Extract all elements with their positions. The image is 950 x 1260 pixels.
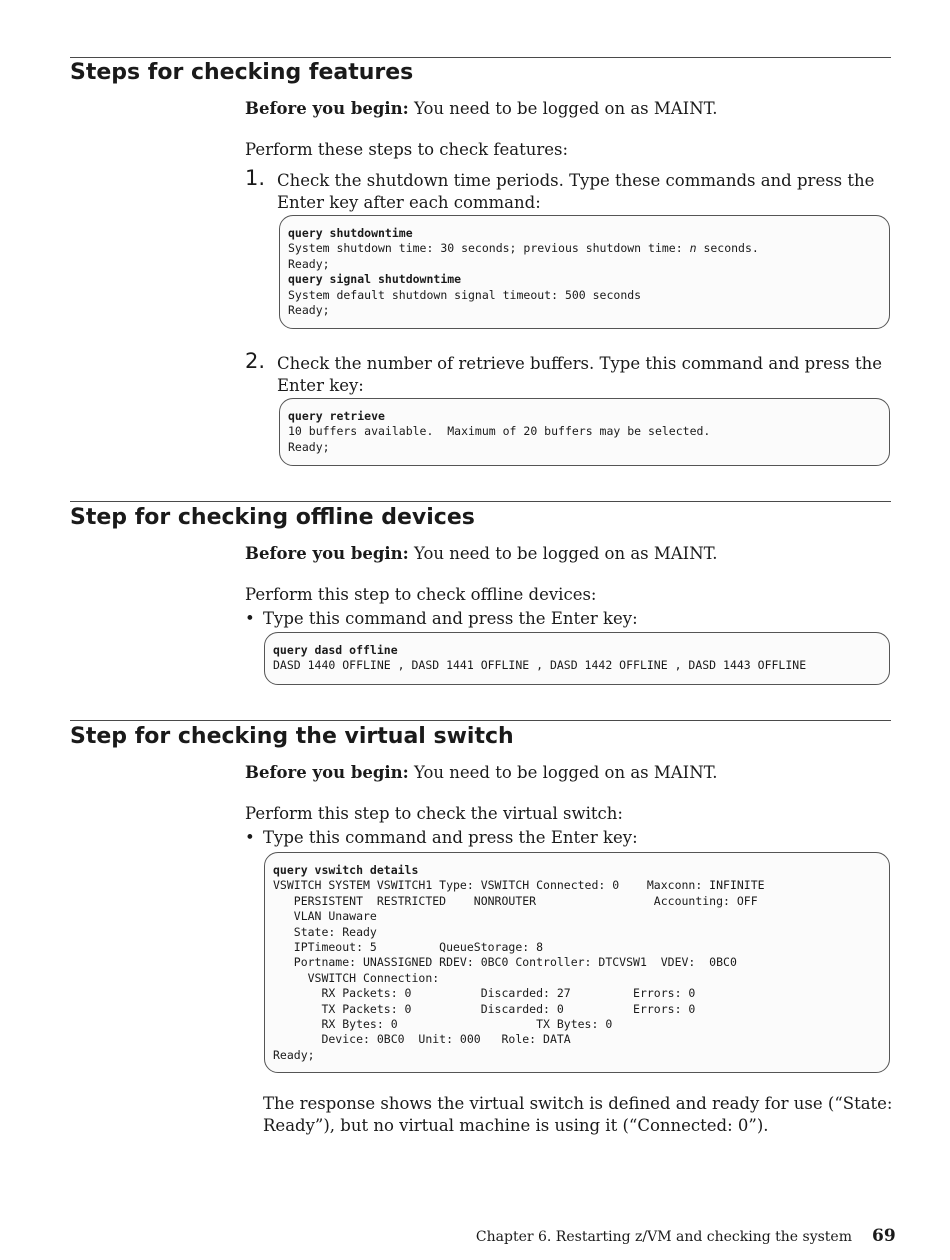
code-output: VLAN Unaware: [273, 909, 377, 924]
code-variable: n: [689, 241, 697, 256]
before-text: You need to be logged on as MAINT.: [408, 763, 718, 782]
intro-text: Perform this step to check the virtual switch:: [245, 804, 623, 823]
code-output: VSWITCH Connection:: [273, 970, 440, 985]
section-title-offline-devices: Step for checking offline devices: [70, 505, 475, 530]
bullet: •: [245, 828, 255, 847]
page-number: 69: [872, 1226, 896, 1246]
code-output: IPTimeout: 5 QueueStorage: 8: [273, 940, 544, 955]
code-command: query signal shutdowntime: [288, 272, 462, 287]
code-output: Ready;: [288, 439, 330, 454]
code-command: query dasd offline: [273, 643, 398, 657]
code-output: System shutdown time: 30 seconds; previous shutdown time:: [288, 241, 690, 256]
section-title-checking-features: Steps for checking features: [70, 60, 414, 85]
response-line: The response shows the virtual switch is defined and ready for use (“State:: [263, 1094, 893, 1113]
section-rule: [70, 57, 891, 58]
code-output: Device: 0BC0 Unit: 000 Role: DATA: [273, 1032, 571, 1047]
code-block-shutdowntime: [279, 215, 890, 329]
response-explanation: [263, 1093, 893, 1137]
response-line: Ready”), but no virtual machine is using it (“Connected: 0”).: [263, 1116, 769, 1135]
bullet: •: [245, 609, 255, 628]
section-rule: [70, 501, 891, 502]
step-text: Check the shutdown time periods. Type these commands and press the Enter key after each command:: [277, 171, 875, 212]
bullet-text: Type this command and press the Enter key:: [263, 609, 638, 628]
before-you-begin: [245, 98, 717, 120]
code-command: query shutdowntime: [288, 226, 413, 240]
code-output: 10 buffers available. Maximum of 20 buffers may be selected.: [288, 424, 711, 439]
code-output: RX Bytes: 0 TX Bytes: 0: [273, 1017, 613, 1032]
before-label: Before you begin:: [245, 763, 409, 782]
code-block-dasd-offline: [264, 632, 890, 685]
before-you-begin: [245, 543, 717, 565]
code-output: RX Packets: 0 Discarded: 27 Errors: 0: [273, 986, 696, 1001]
code-output: Ready;: [288, 256, 330, 271]
code-command: query vswitch details: [273, 863, 419, 877]
code-output: Ready;: [288, 303, 330, 318]
code-block-vswitch-details: [264, 852, 890, 1073]
footer-chapter: Chapter 6. Restarting z/VM and checking the system: [475, 1229, 852, 1245]
section-rule: [70, 720, 891, 721]
before-text: You need to be logged on as MAINT.: [408, 99, 718, 118]
code-output: DASD 1440 OFFLINE , DASD 1441 OFFLINE , DASD 1442 OFFLINE , DASD 1443 OFFLINE: [273, 658, 807, 673]
code-command: query retrieve: [288, 409, 385, 423]
code-output: VSWITCH SYSTEM VSWITCH1 Type: VSWITCH Connected: 0 Maxconn: INFINITE: [273, 878, 765, 893]
step-number: 2.: [245, 349, 266, 373]
code-output: PERSISTENT RESTRICTED NONROUTER Accounting: OFF: [273, 893, 758, 908]
code-block-retrieve: [279, 398, 890, 466]
before-label: Before you begin:: [245, 99, 409, 118]
intro-text: Perform these steps to check features:: [245, 140, 569, 159]
code-output: State: Ready: [273, 924, 377, 939]
before-you-begin: [245, 762, 717, 784]
step-number: 1.: [245, 166, 266, 190]
bullet-text: Type this command and press the Enter key:: [263, 828, 638, 847]
intro-text: Perform this step to check offline devices:: [245, 585, 597, 604]
before-label: Before you begin:: [245, 544, 409, 563]
step-text: Check the number of retrieve buffers. Type this command and press the Enter key:: [277, 354, 883, 395]
code-output: Ready;: [273, 1047, 315, 1062]
code-output: seconds.: [696, 241, 759, 256]
code-output: TX Packets: 0 Discarded: 0 Errors: 0: [273, 1001, 696, 1016]
section-title-virtual-switch: Step for checking the virtual switch: [70, 724, 514, 749]
before-text: You need to be logged on as MAINT.: [408, 544, 718, 563]
code-output: Portname: UNASSIGNED RDEV: 0BC0 Controller: DTCVSW1 VDEV: 0BC0: [273, 955, 737, 970]
code-output: System default shutdown signal timeout: 500 seconds: [288, 287, 642, 302]
